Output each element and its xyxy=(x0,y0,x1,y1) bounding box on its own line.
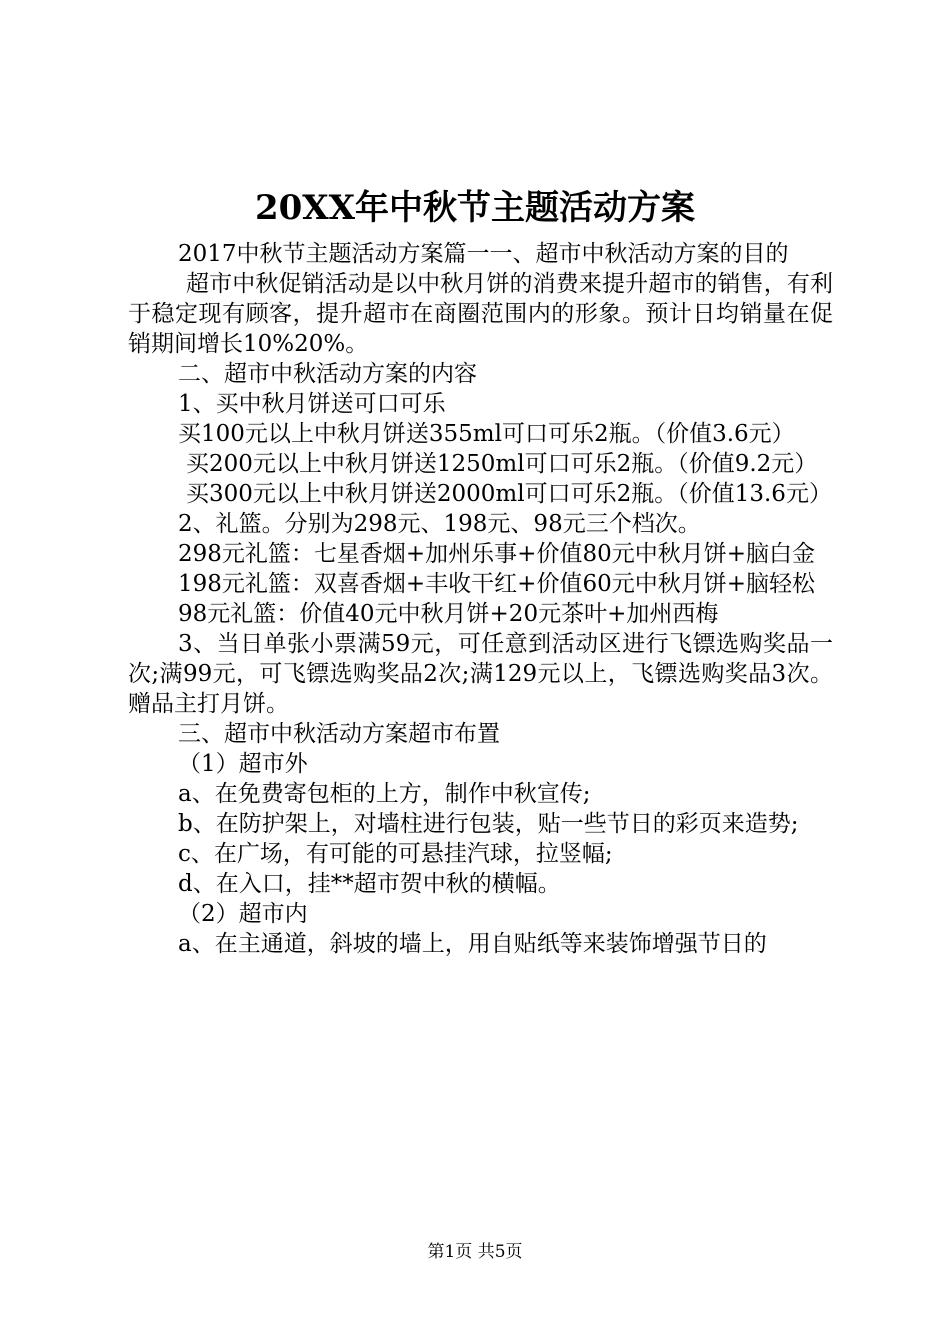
paragraph: d、在入口，挂**超市贺中秋的横幅。 xyxy=(178,871,561,897)
paragraph: 3、当日单张小票满59元，可任意到活动区进行飞镖选购奖品一次;满99元，可飞镖选购奖品2次;满129元以上，飞镖选购奖品3次。赠品主打月饼。 xyxy=(128,631,833,717)
paragraph: 2、礼篮。分别为298元、198元、98元三个档次。 xyxy=(178,511,701,537)
paragraph: 二、超市中秋活动方案的内容 xyxy=(178,361,477,387)
paragraph: 买200元以上中秋月饼送1250ml可口可乐2瓶。（价值9.2元） xyxy=(186,451,818,477)
paragraph: a、在主通道，斜坡的墙上，用自贴纸等来装饰增强节日的 xyxy=(178,931,767,957)
paragraph: 1、买中秋月饼送可口可乐 xyxy=(178,391,446,417)
document-title: 20XX年中秋节主题活动方案 xyxy=(254,188,696,228)
paragraph: 298元礼篮：七星香烟+加州乐事+价值80元中秋月饼+脑白金 xyxy=(178,541,815,567)
paragraph: （2）超市内 xyxy=(178,901,308,927)
paragraph: c、在广场，有可能的可悬挂汽球，拉竖幅; xyxy=(178,841,613,867)
paragraph: 98元礼篮：价值40元中秋月饼+20元茶叶+加州西梅 xyxy=(178,601,719,627)
paragraph: （1）超市外 xyxy=(178,751,308,777)
paragraph: 2017中秋节主题活动方案篇一一、超市中秋活动方案的目的 xyxy=(178,241,789,267)
document-body xyxy=(128,239,833,959)
paragraph: 买300元以上中秋月饼送2000ml可口可乐2瓶。（价值13.6元） xyxy=(186,481,832,507)
paragraph: b、在防护架上，对墙柱进行包装，贴一些节日的彩页来造势; xyxy=(178,811,799,837)
paragraph: 三、超市中秋活动方案超市布置 xyxy=(178,721,500,747)
page-footer: 第1页 共5页 xyxy=(427,1242,523,1262)
paragraph: a、在免费寄包柜的上方，制作中秋宣传; xyxy=(178,781,591,807)
paragraph: 198元礼篮：双喜香烟+丰收干红+价值60元中秋月饼+脑轻松 xyxy=(178,571,815,597)
paragraph: 买100元以上中秋月饼送355ml可口可乐2瓶。（价值3.6元） xyxy=(178,421,795,447)
paragraph: 超市中秋促销活动是以中秋月饼的消费来提升超市的销售，有利于稳定现有顾客，提升超市在商圈范围内的形象。预计日均销量在促销期间增长10%20%。 xyxy=(128,271,833,357)
